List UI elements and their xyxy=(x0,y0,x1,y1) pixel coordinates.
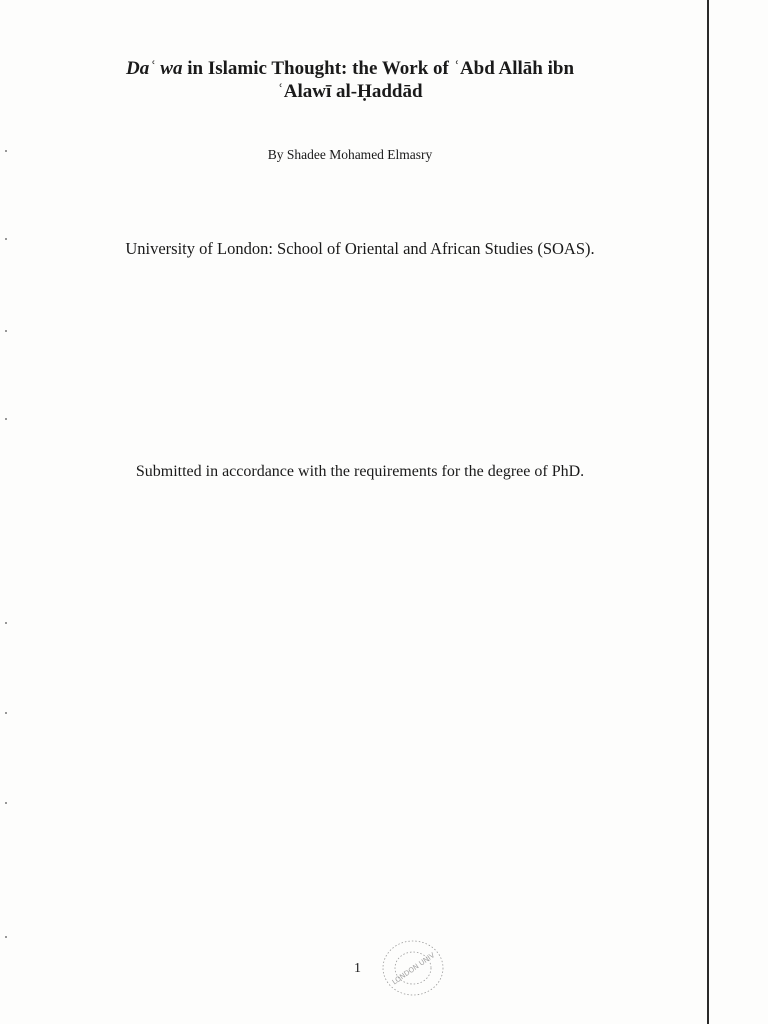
page-number: 1 xyxy=(354,961,361,976)
title-italic-term: Daʿ wa xyxy=(125,58,183,79)
scan-speck xyxy=(5,238,7,240)
scan-speck xyxy=(5,802,7,804)
scan-speck xyxy=(5,418,7,420)
scan-speck xyxy=(5,330,7,332)
scan-speck xyxy=(5,936,7,938)
author-line: By Shadee Mohamed Elmasry xyxy=(267,147,433,162)
library-stamp-icon xyxy=(378,936,448,1000)
title-line-1-text: in Islamic Thought: the Work of ʿAbd Allāh ibn xyxy=(182,58,575,79)
scan-speck xyxy=(5,712,7,714)
right-margin-rule xyxy=(707,0,709,1024)
degree-statement: Submitted in accordance with the requirements for the degree of PhD. xyxy=(135,463,585,480)
svg-text:LONDON UNIV: LONDON UNIV xyxy=(390,951,437,987)
title-line-1 xyxy=(60,57,640,81)
institution-line: University of London: School of Oriental and African Studies (SOAS). xyxy=(125,239,595,258)
title-line-2: ʿAlawī al-Ḥaddād xyxy=(277,81,423,102)
scan-speck xyxy=(5,150,7,152)
scan-speck xyxy=(5,622,7,624)
